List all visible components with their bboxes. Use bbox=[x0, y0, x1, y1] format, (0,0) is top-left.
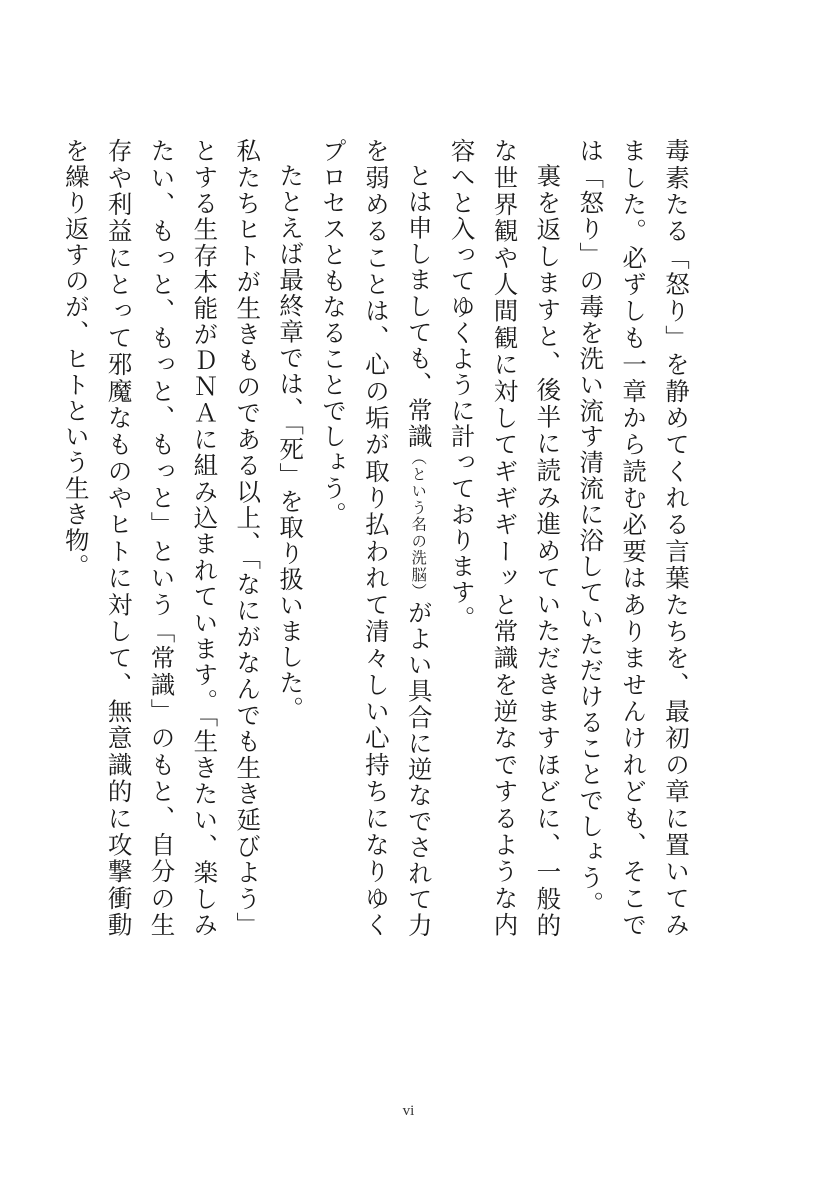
paragraph-4: たとえば最終章では、「死」を取り扱いました。 bbox=[276, 162, 306, 722]
paragraph-5: 私たちヒトが生きものである以上、「なにがなんでも生き延びよう」とする生存本能がＤＮＡに組み込まれています。「生きたい、楽しみたい、もっと、もっと、もっと」という「常識」のもと、自分の生存や利益にとって邪魔なものやヒトに対して、無意識的に攻撃衝動を繰り返すのが、ヒトという生き物。 bbox=[61, 138, 263, 938]
paragraph-1: 毒素たる「怒り」を静めてくれる言葉たちを、最初の章に置いてみました。必ずしも一章から読む必要はありませんけれども、そこでは「怒り」の毒を洗い流す清流に浴していただけることでしょう。 bbox=[576, 138, 691, 938]
paragraph-3-annotation: （という名の洗脳） bbox=[409, 448, 428, 600]
paragraph-3-before: とは申しましても、常識 bbox=[404, 162, 434, 449]
paragraph-3 bbox=[311, 138, 440, 938]
paragraph-2: 裏を返しますと、後半に読み進めていただきますほどに、一般的な世界観や人間観に対してギギギーッと常識を逆なでするような内容へと入ってゆくように計っております。 bbox=[447, 138, 563, 938]
vertical-text-body bbox=[61, 138, 697, 938]
page-number: vi bbox=[402, 1103, 415, 1119]
paragraph-3-after: がよい具合に逆なでされて力を弱めることは、心の垢が取り払われて清々しい心持ちになりゆくプロセスともなることでしょう。 bbox=[319, 138, 434, 938]
